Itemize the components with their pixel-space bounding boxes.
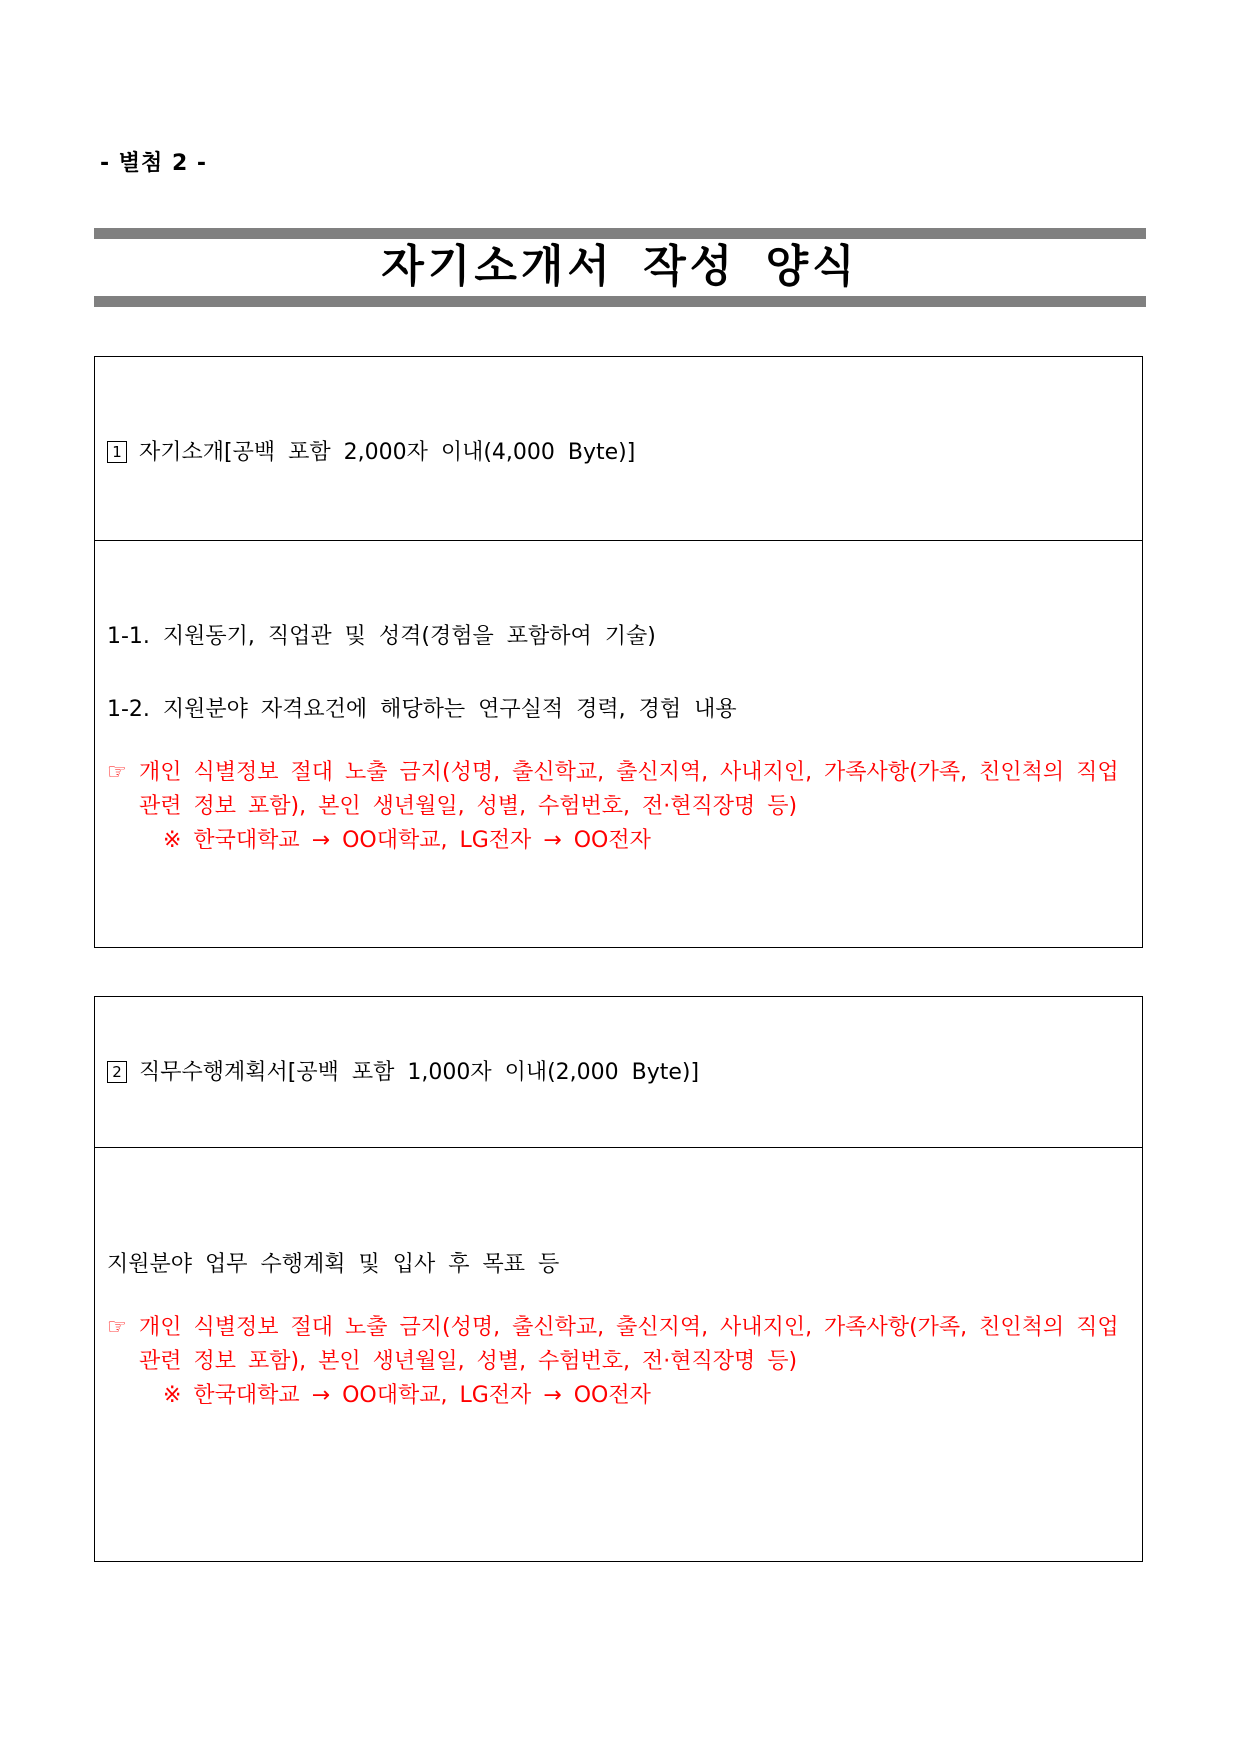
warning-line: 개인 식별정보 절대 노출 금지(성명, 출신학교, 출신지역, 사내지인, 가족사항(가족, 친인척의 직업 [139,1315,1119,1340]
warning-line: 관련 정보 포함), 본인 생년월일, 성별, 수험번호, 전·현직장명 등) [139,794,798,819]
section-number: 2 [107,1061,127,1083]
warning-line: 관련 정보 포함), 본인 생년월일, 성별, 수험번호, 전·현직장명 등) [139,1349,798,1374]
section-heading-text: 직무수행계획서[공백 포함 1,000자 이내(2,000 Byte)] [139,1060,700,1085]
guideline-item: 지원분야 업무 수행계획 및 입사 후 목표 등 [107,1252,560,1277]
section-body [95,541,1142,947]
privacy-warning [107,1311,1119,1413]
section-heading-text: 자기소개[공백 포함 2,000자 이내(4,000 Byte)] [139,440,636,465]
section-header [95,997,1142,1148]
section-header [95,357,1142,541]
warning-line: 개인 식별정보 절대 노출 금지(성명, 출신학교, 출신지역, 사내지인, 가족사항(가족, 친인척의 직업 [139,760,1119,785]
pointing-hand-icon: ☞ [107,1315,127,1340]
page-title: 자기소개서 작성 양식 [381,241,859,292]
section-number: 1 [107,441,127,463]
example-line: ※ 한국대학교 → OO대학교, LG전자 → OO전자 [163,1383,651,1408]
section-heading [107,435,635,466]
example-line: ※ 한국대학교 → OO대학교, LG전자 → OO전자 [163,828,651,853]
title-bottom-rule [94,296,1146,307]
guideline-item: 1-2. 지원분야 자격요건에 해당하는 연구실적 경력, 경험 내용 [107,697,737,722]
pointing-hand-icon: ☞ [107,760,127,785]
section-heading [107,1055,699,1086]
guideline-item: 1-1. 지원동기, 직업관 및 성격(경험을 포함하여 기술) [107,624,656,649]
attachment-label: - 별첨 2 - [100,151,208,176]
privacy-warning [107,756,1119,858]
section-self-introduction [94,356,1143,948]
section-job-plan [94,996,1143,1562]
section-body [95,1148,1142,1561]
